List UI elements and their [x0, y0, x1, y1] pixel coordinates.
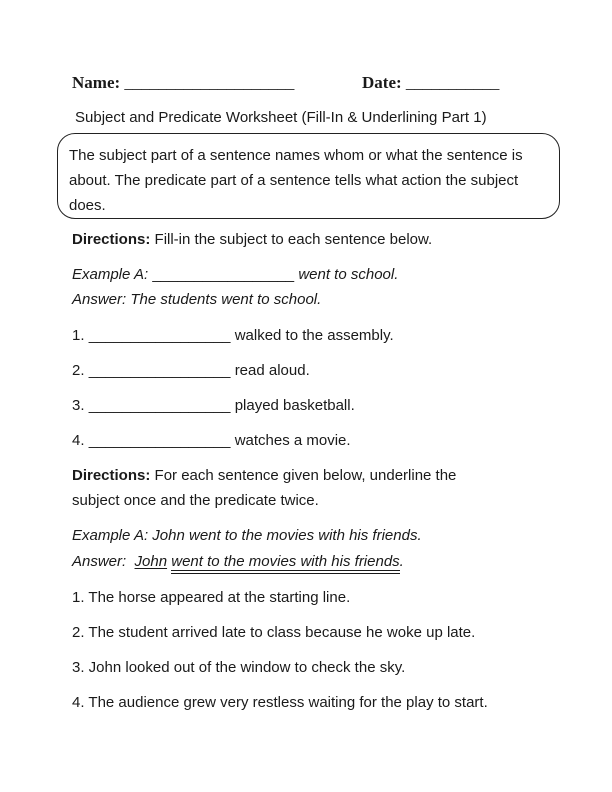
example-blank: _________________ — [152, 266, 295, 283]
item-number: 1. — [72, 327, 85, 344]
answer-predicate — [171, 553, 399, 570]
item-number: 2. — [72, 362, 85, 379]
example-label: Example A: — [72, 266, 149, 283]
item-text: watches a movie. — [234, 432, 351, 449]
answer-subject: John — [134, 553, 168, 570]
part1-answer: Answer: The students went to school. — [72, 291, 322, 308]
part2-directions — [72, 467, 456, 484]
item-blank[interactable]: _________________ — [88, 362, 231, 379]
list-item: 4. The audience grew very restless waiting for the play to start. — [72, 694, 488, 711]
item-number: 3. — [72, 397, 85, 414]
item-blank[interactable]: _________________ — [88, 327, 231, 344]
name-label: Name: — [72, 73, 121, 92]
predicate-underline-2 — [171, 573, 399, 574]
list-item: 3. John looked out of the window to check the sky. — [72, 659, 406, 676]
directions-text: For each sentence given below, underline the — [150, 467, 457, 484]
date-blank[interactable]: ___________ — [405, 73, 500, 92]
date-field[interactable] — [362, 73, 499, 93]
list-item — [72, 432, 351, 449]
answer-predicate-text: went to the movies with his friends — [171, 553, 400, 570]
list-item: 2. The student arrived late to class because he woke up late. — [72, 624, 476, 641]
definition-text: The subject part of a sentence names whom or what the sentence is about. The predicate part of a sentence tells what action the subject does. — [69, 147, 523, 214]
name-blank[interactable]: ____________________ — [124, 73, 295, 92]
part2-example: Example A: John went to the movies with his friends. — [72, 527, 422, 544]
list-item: 1. The horse appeared at the starting line. — [72, 589, 351, 606]
directions-label: Directions: — [72, 467, 151, 484]
worksheet-title: Subject and Predicate Worksheet (Fill-In & Underlining Part 1) — [75, 109, 487, 126]
answer-label: Answer: — [72, 553, 127, 570]
part2-directions-line2: subject once and the predicate twice. — [72, 492, 319, 509]
item-number: 4. — [72, 432, 85, 449]
list-item — [72, 397, 355, 414]
example-text: went to school. — [298, 266, 399, 283]
list-item — [72, 362, 310, 379]
part1-example — [72, 266, 398, 283]
part2-answer — [72, 553, 404, 570]
date-label: Date: — [362, 73, 402, 92]
part1-directions — [72, 231, 432, 248]
item-blank[interactable]: _________________ — [88, 432, 231, 449]
directions-label: Directions: — [72, 231, 151, 248]
predicate-underline-1 — [171, 570, 399, 571]
item-text: walked to the assembly. — [234, 327, 394, 344]
item-text: played basketball. — [234, 397, 355, 414]
answer-period: . — [399, 553, 404, 570]
directions-text: Fill-in the subject to each sentence below. — [150, 231, 433, 248]
list-item — [72, 327, 394, 344]
name-field[interactable] — [72, 73, 294, 93]
item-text: read aloud. — [234, 362, 310, 379]
item-blank[interactable]: _________________ — [88, 397, 231, 414]
